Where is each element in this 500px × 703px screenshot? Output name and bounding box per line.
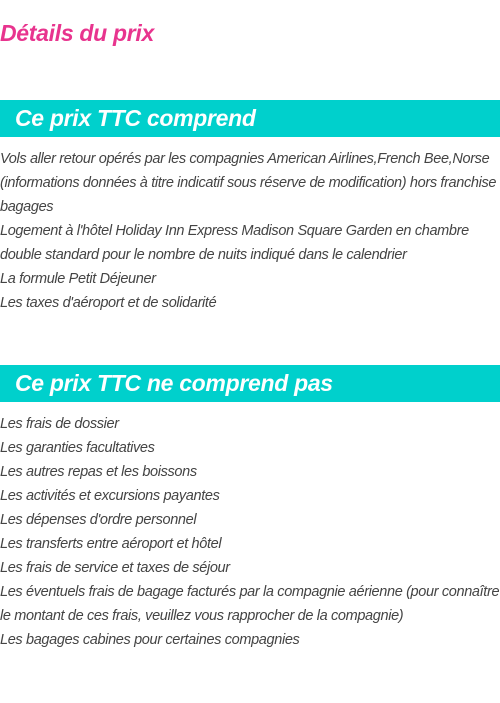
page-title: Détails du prix [0,20,154,46]
list-item: Les autres repas et les boissons [0,464,197,480]
included-items-list [0,147,500,315]
excluded-items-list [0,412,500,652]
list-item: Les activités et excursions payantes [0,488,220,504]
list-item: Les éventuels frais de bagage facturés par la compagnie aérienne (pour connaître le montant de ces frais, veuillez vous rapprocher de la compagnie) [0,584,500,624]
list-item: Les frais de dossier [0,416,119,432]
list-item: Les transferts entre aéroport et hôtel [0,536,222,552]
list-item: Logement à l'hôtel Holiday Inn Express Madison Square Garden en chambre double standard pour le nombre de nuits indiqué dans le calendrier [0,223,469,263]
excluded-section-heading: Ce prix TTC ne comprend pas [0,365,500,402]
list-item: Les dépenses d'ordre personnel [0,512,197,528]
list-item: Les garanties facultatives [0,440,155,456]
list-item: Les taxes d'aéroport et de solidarité [0,295,217,311]
included-section-heading: Ce prix TTC comprend [0,100,500,137]
list-item: Vols aller retour opérés par les compagnies American Airlines,French Bee,Norse (informations données à titre indicatif sous réserve de modification) hors franchise bagages [0,151,497,215]
list-item: La formule Petit Déjeuner [0,271,156,287]
list-item: Les bagages cabines pour certaines compagnies [0,632,300,648]
list-item: Les frais de service et taxes de séjour [0,560,230,576]
